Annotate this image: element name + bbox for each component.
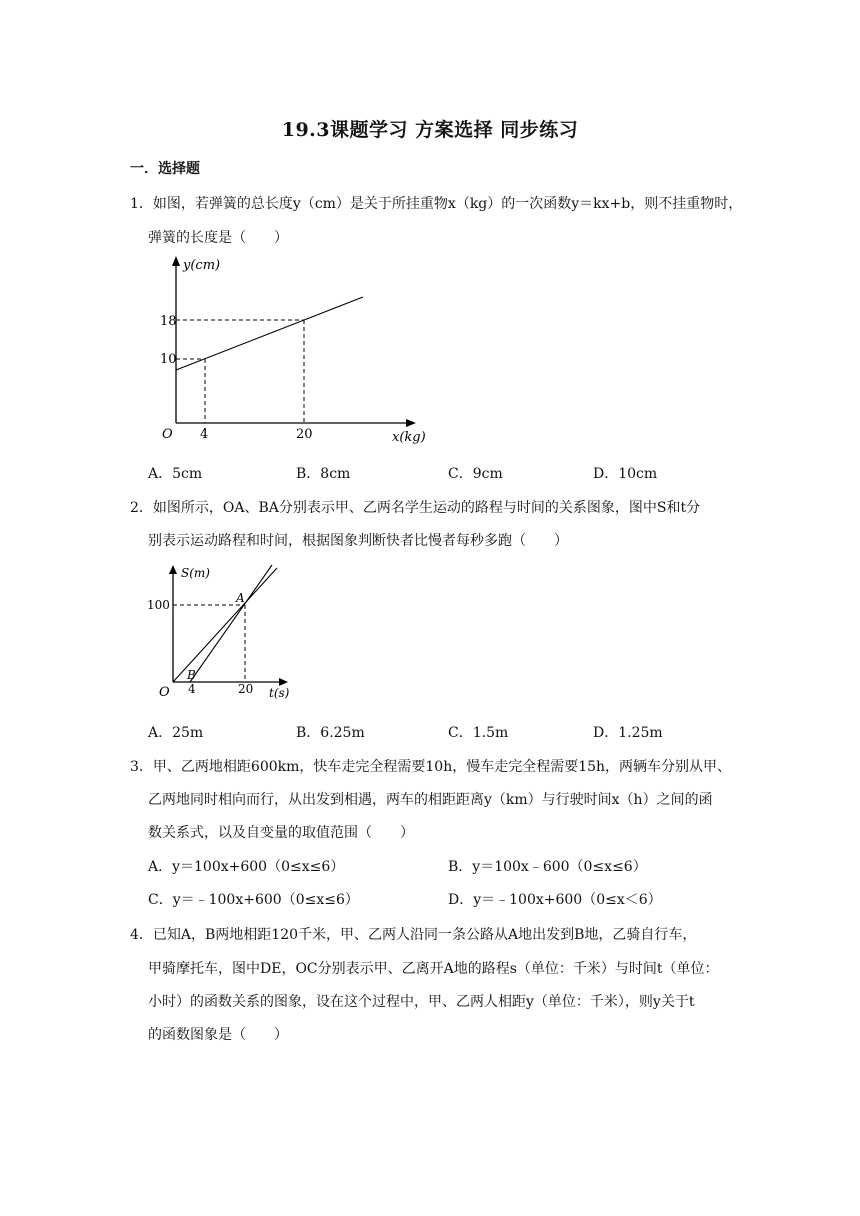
q1-origin-label: O [162, 427, 173, 442]
q2-ytick-100: 100 [147, 598, 170, 612]
q3-option-b[interactable]: B．y＝100x﹣600（0≤x≤6） [448, 859, 647, 875]
q4-text-line1: 4．已知A，B两地相距120千米，甲、乙两人沿同一条公路从A地出发到B地，乙骑自行车， [130, 927, 697, 943]
q2-xtick-20: 20 [238, 682, 254, 696]
q2-x-arrow [279, 678, 288, 686]
q3-text-line1: 3．甲、乙两地相距600km，快车走完全程需要10h，慢车走完全程需要15h，两辆车分别从甲、 [130, 759, 732, 775]
q2-text-line2: 别表示运动路程和时间，根据图象判断快者比慢者每秒多跑（ ） [148, 533, 568, 549]
section-heading: 一．选择题 [130, 161, 200, 177]
q1-text-line1: 1．如图，若弹簧的总长度y（cm）是关于所挂重物x（kg）的一次函数y＝kx+b，则不挂重物时， [130, 196, 743, 212]
q3-option-d[interactable]: D．y＝﹣100x+600（0≤x＜6） [448, 892, 662, 908]
q2-point-b-label: B [187, 668, 196, 682]
q2-line-ba [190, 565, 272, 682]
q1-option-b[interactable]: B．8cm [296, 466, 351, 482]
q3-text-line2: 乙两地同时相向而行，从出发到相遇，两车的相距距离y（km）与行驶时间x（h）之间的函 [148, 792, 713, 808]
q4-text-line3: 小时）的函数关系的图象，设在这个过程中，甲、乙两人相距y（单位：千米），则y关于t [148, 994, 695, 1010]
q1-text-line2: 弹簧的长度是（ ） [148, 230, 288, 246]
q3-option-c[interactable]: C．y＝﹣100x+600（0≤x≤6） [148, 892, 359, 908]
q2-y-arrow [169, 565, 177, 574]
q2-line-oa [173, 568, 277, 682]
q3-text-line3: 数关系式，以及自变量的取值范围（ ） [148, 825, 414, 841]
q1-option-d[interactable]: D．10cm [593, 466, 658, 482]
q2-option-b[interactable]: B．6.25m [296, 725, 365, 741]
q2-xtick-4: 4 [188, 682, 196, 696]
q1-y-arrow [172, 256, 180, 266]
q2-y-label: S(m) [181, 566, 210, 580]
q1-y-label: y(cm) [183, 258, 221, 273]
q1-option-c[interactable]: C．9cm [448, 466, 503, 482]
page-title: 19.3课题学习 方案选择 同步练习 [281, 119, 579, 141]
q2-origin-label: O [159, 685, 170, 700]
q4-text-line2: 甲骑摩托车，图中DE，OC分别表示甲、乙离开A地的路程s（单位：千米）与时间t（单位： [148, 961, 719, 977]
q1-x-label: x(kg) [392, 430, 426, 445]
q1-option-a[interactable]: A．5cm [148, 466, 203, 482]
q2-graph [145, 563, 305, 703]
q2-point-a-label: A [236, 591, 245, 605]
q1-xtick-20: 20 [296, 427, 313, 442]
q2-option-d[interactable]: D．1.25m [593, 725, 663, 741]
q1-x-arrow [406, 419, 416, 427]
q4-text-line4: 的函数图象是（ ） [148, 1027, 288, 1043]
q2-option-c[interactable]: C．1.5m [448, 725, 509, 741]
q2-text-line1: 2．如图所示，OA、BA分别表示甲、乙两名学生运动的路程与时间的关系图象，图中S和t分 [130, 500, 701, 516]
q1-ytick-18: 18 [160, 314, 177, 329]
q3-option-a[interactable]: A．y＝100x+600（0≤x≤6） [148, 859, 345, 875]
q2-option-a[interactable]: A．25m [148, 725, 204, 741]
q2-x-label: t(s) [269, 686, 290, 700]
q1-ytick-10: 10 [160, 352, 177, 367]
q1-graph [148, 255, 428, 445]
q1-xtick-4: 4 [200, 427, 209, 442]
